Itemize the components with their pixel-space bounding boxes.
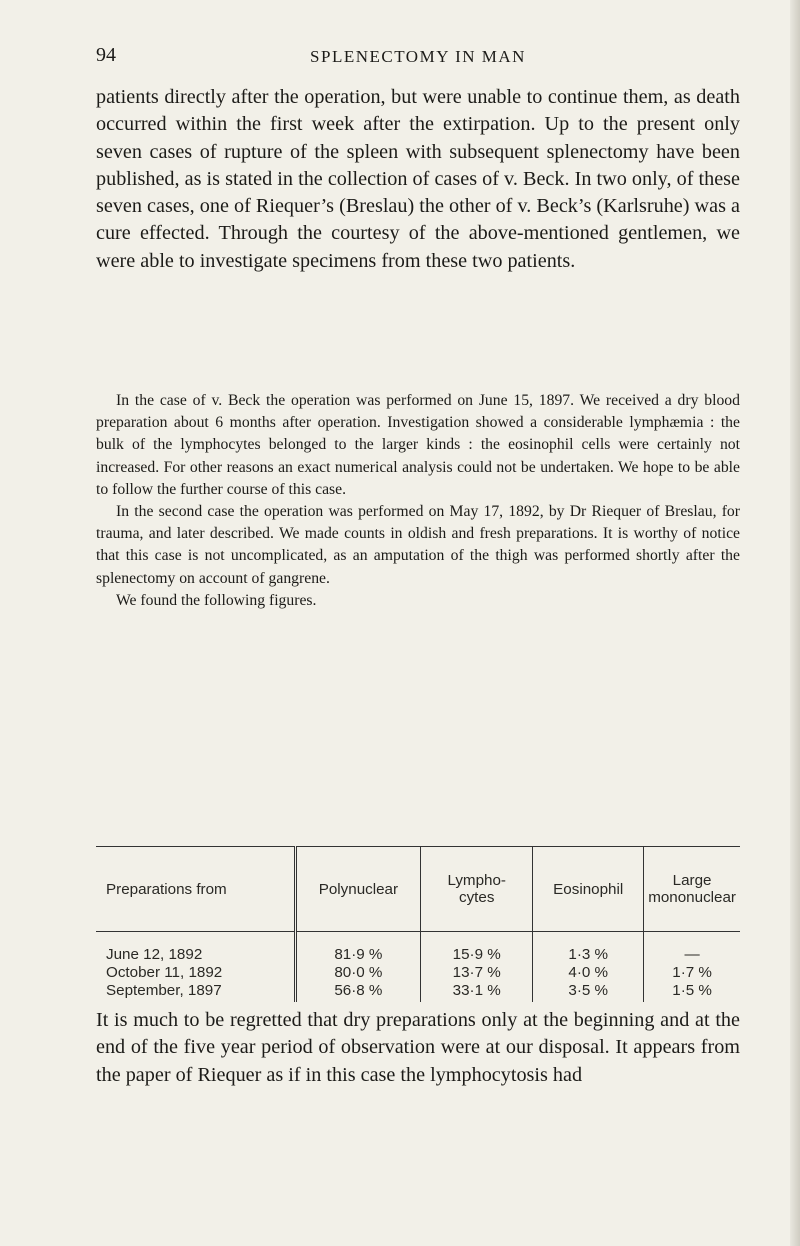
cell-eosinophil: 3·5 % xyxy=(533,982,644,1002)
header-large-mononuclear-text: Large mononuclear xyxy=(648,872,736,906)
table-row xyxy=(96,932,740,965)
cell-lymphocytes: 15·9 % xyxy=(421,932,533,965)
table-header-row xyxy=(96,847,740,932)
header-polynuclear: Polynuclear xyxy=(295,847,421,932)
cell-large-mononuclear: — xyxy=(644,932,740,965)
paragraph-intro: patients directly after the operation, but were unable to continue them, as death occurred within the first week after the extirpation. Up to the present only seven cases of rupture of the spleen with subsequent splenectomy have been published, as is stated in the collection of cases of v. Beck. In two only, of these seven cases, one of Riequer’s (Breslau) the other of v. Beck’s (Karlsruhe) was a cure effected. Through the courtesy of the above-mentioned gentlemen, we were able to investigate specimens from these two patients. xyxy=(96,86,740,272)
header-preparations: Preparations from xyxy=(96,847,295,932)
table-row xyxy=(96,964,740,982)
paragraph-beck-case: In the case of v. Beck the operation was performed on June 15, 1897. We received a dry blood preparation about 6 months after operation. Investigation showed a considerable lymphæmia : the bulk of the lymphocytes belonged to the larger kinds : the eosinophil cells were certainly not increased. For other reasons an exact numerical analysis could not be undertaken. We hope to be able to follow the further course of this case. xyxy=(96,392,740,498)
paragraph-riequer-case: In the second case the operation was performed on May 17, 1892, by Dr Riequer of Breslau, for trauma, and later described. We made counts in oldish and fresh preparations. It is worthy of notice that this case is not uncomplicated, as an amputation of the thigh was performed shortly after the splenectomy on account of gangrene. xyxy=(96,503,740,587)
small-print-section xyxy=(96,390,740,612)
cell-lymphocytes: 33·1 % xyxy=(421,982,533,1002)
cell-large-mononuclear: 1·5 % xyxy=(644,982,740,1002)
cell-eosinophil: 1·3 % xyxy=(533,932,644,965)
header-eosinophil: Eosinophil xyxy=(533,847,644,932)
paragraph-figures-intro: We found the following figures. xyxy=(116,591,317,609)
header-large-mononuclear xyxy=(644,847,740,932)
cell-date: October 11, 1892 xyxy=(106,964,223,981)
paragraph-conclusion: It is much to be regretted that dry preparations only at the beginning and at the end of the five year period of observation were at our disposal. It appears from the paper of Riequer as if in this case the lymphocytosis had xyxy=(96,1009,740,1086)
header-lymphocytes xyxy=(421,847,533,932)
cell-large-mononuclear: 1·7 % xyxy=(644,964,740,982)
cell-lymphocytes: 13·7 % xyxy=(421,964,533,982)
running-head: SPLENECTOMY IN MAN xyxy=(310,47,526,66)
blood-count-table xyxy=(96,846,740,1002)
page-edge-shadow xyxy=(790,0,800,1246)
cell-polynuclear: 81·9 % xyxy=(295,932,421,965)
cell-date: June 12, 1892 xyxy=(106,946,203,963)
page-number: 94 xyxy=(96,44,116,66)
header-lymphocytes-text: Lympho- cytes xyxy=(447,872,506,906)
table-row xyxy=(96,982,740,1002)
page-header xyxy=(96,44,740,74)
cell-polynuclear: 80·0 % xyxy=(295,964,421,982)
cell-date: September, 1897 xyxy=(106,982,222,999)
cell-eosinophil: 4·0 % xyxy=(533,964,644,982)
cell-polynuclear: 56·8 % xyxy=(295,982,421,1002)
